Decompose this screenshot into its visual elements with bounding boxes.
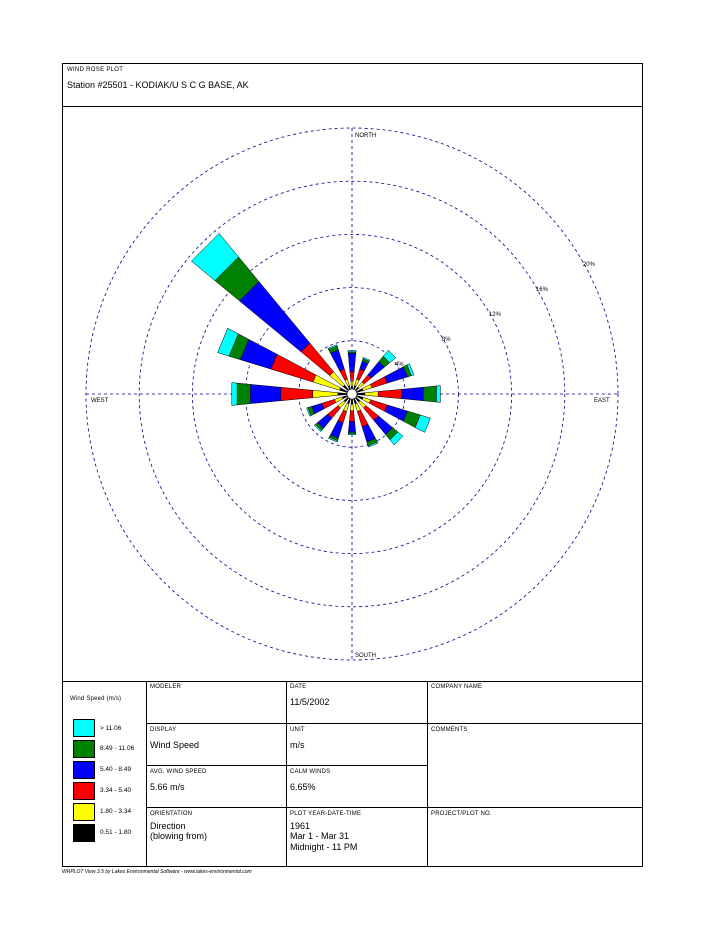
petal-n-class-1 [348,351,356,352]
calm-winds-value: 6.65% [290,782,316,792]
info-divider-top [62,681,643,682]
petal-nnw-class-4 [340,369,348,380]
petal-e-class-6 [357,393,365,395]
petal-wsw-class-4 [322,399,336,408]
legend-label-5: 1.80 - 3.34 [100,808,132,815]
compass-east-label: EAST [594,398,610,404]
plot-year-label: PLOT YEAR-DATE-TIME [290,811,362,817]
compass-north-label: NORTH [355,133,377,139]
display-value: Wind Speed [150,740,200,750]
ring-label-8-pct: 8% [441,337,451,343]
petal-e-class-3 [402,387,423,400]
unit-label: UNIT [290,727,305,733]
info-col-1 [146,681,147,867]
petal-w-class-2 [237,383,250,405]
petal-n-class-4 [350,372,354,381]
petal-ssw-class-4 [338,410,347,423]
date-value: 11/5/2002 [290,697,330,707]
petal-s-class-3 [348,422,355,433]
legend-label-3: 5.40 - 8.49 [100,766,132,773]
compass-south-label: SOUTH [355,653,376,659]
petal-s-class-4 [349,411,354,422]
legend-swatch-2 [73,740,95,758]
comments-label: COMMENTS [431,727,468,733]
info-row-1 [146,723,643,724]
legend-label-1: > 11.06 [100,725,122,732]
legend-swatch-1 [73,719,95,737]
info-col-2 [286,681,287,867]
legend-label-4: 3.34 - 5.40 [100,787,132,794]
legend-swatch-4 [73,782,95,800]
company-label: COMPANY NAME [431,684,483,690]
petal-s-class-5 [350,404,353,411]
ring-label-20-pct: 20% [582,262,595,269]
ring-label-12-pct: 12% [488,312,501,319]
petal-e-class-4 [378,389,402,398]
petal-w-class-6 [338,393,347,396]
petal-ene-class-5 [362,384,372,390]
calm-winds-label: CALM WINDS [290,769,331,775]
ring-label-4-pct: 4% [395,362,404,368]
petal-e-class-5 [365,392,378,397]
petal-w-class-1 [232,383,237,406]
petal-ene-class-4 [371,377,388,388]
petal-nnw-class-3 [330,350,344,371]
station-title: Station #25501 - KODIAK/U S C G BASE, AK [67,80,249,90]
petal-e-class-1 [436,386,440,403]
petal-sse-class-4 [357,410,368,427]
plot-date-range: Mar 1 - Mar 31 [290,831,350,841]
petal-sse-class-5 [355,403,361,411]
petal-w-class-4 [281,387,313,400]
petal-nne-class-4 [357,369,365,380]
petal-n-class-5 [351,381,353,386]
date-label: DATE [290,684,307,690]
info-row-2 [146,765,427,766]
legend-swatch-6 [73,824,95,842]
software-credit: WRPLOT View 3.5 by Lakes Environmental Software - www.lakes-environmental.com [62,869,252,875]
plot-type-label: WIND ROSE PLOT [67,67,124,73]
petal-ssw-class-5 [343,403,349,411]
legend-label-6: 0.51 - 1.80 [100,829,132,836]
project-label: PROJECT/PLOT NO. [431,811,492,817]
petal-w-class-5 [313,390,338,397]
legend-title: Wind Speed (m/s) [70,696,122,702]
calm-circle [347,389,357,399]
compass-west-label: WEST [91,398,109,404]
legend-label-2: 8.49 - 11.06 [100,745,135,752]
orientation-value-line1: Direction [150,821,186,831]
modeler-label: MODELER [150,684,182,690]
avg-speed-value: 5.66 m/s [150,782,185,792]
wind-rose-chart [63,107,642,681]
petal-n-class-6 [351,386,352,389]
petal-s-class-1 [348,433,356,434]
legend-swatch-3 [73,761,95,779]
petal-s-class-6 [351,399,353,404]
info-row-3 [146,807,643,808]
plot-time-range: Midnight - 11 PM [290,842,358,852]
plot-year-value: 1961 [290,821,311,831]
petal-n-class-3 [348,353,356,372]
display-label: DISPLAY [150,727,177,733]
orientation-value-line2: (blowing from) [150,831,208,841]
petal-wsw-class-5 [335,397,343,403]
petal-w-class-3 [250,384,280,403]
orientation-label: ORIENTATION [150,811,193,817]
unit-value: m/s [290,740,305,750]
legend-swatch-5 [73,803,95,821]
avg-speed-label: AVG. WIND SPEED [150,769,207,775]
petal-ese-class-4 [369,400,387,412]
info-col-3 [427,681,428,867]
petal-e-class-2 [423,386,436,402]
ring-label-16-pct: 16% [535,287,548,294]
